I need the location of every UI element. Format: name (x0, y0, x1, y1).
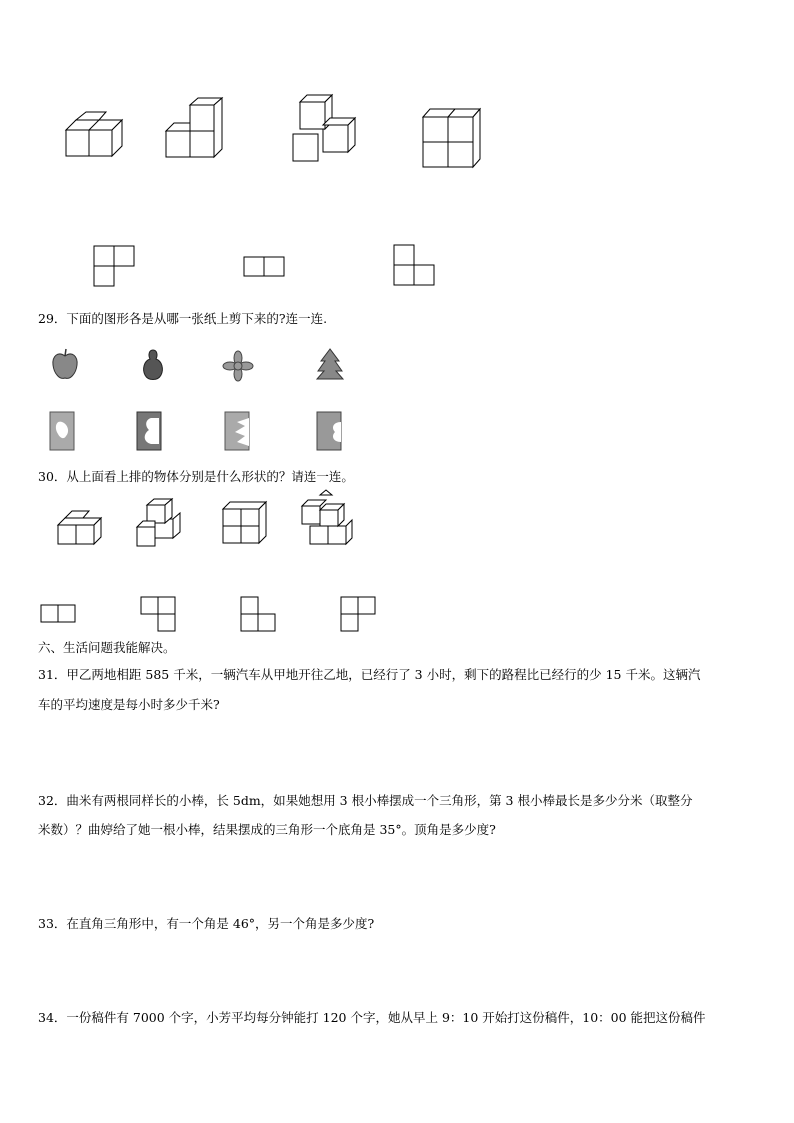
section-6-heading: 六、生活问题我能解决。 (38, 640, 176, 655)
question-34: 34．一份稿件有 7000 个字，小芳平均每分钟能打 120 个字，她从早上 9：10 开始打这份稿件，10：00 能把这份稿件 (38, 1010, 706, 1025)
view-shape-3 (393, 244, 438, 289)
cube-figure-2 (162, 95, 232, 165)
cutout-paper-3 (223, 410, 253, 452)
cube-figure-1 (60, 110, 130, 160)
cube-figure-3 (290, 92, 365, 167)
question-29: 29．下面的图形各是从哪一张纸上剪下来的?连一连. (38, 311, 328, 326)
question-31-line-2: 车的平均速度是每小时多少千米? (38, 697, 220, 712)
view-shape-1 (93, 245, 138, 290)
cube-figure-5 (55, 505, 105, 547)
cube-figure-6 (135, 497, 190, 549)
cutout-paper-2 (135, 410, 165, 452)
view-shape-6 (240, 596, 280, 636)
view-shape-7 (340, 596, 380, 636)
view-shape-2 (243, 256, 288, 281)
view-shape-4 (40, 604, 80, 626)
question-33: 33．在直角三角形中，有一个角是 46°，另一个角是多少度? (38, 916, 375, 931)
question-32-line-1: 32．曲米有两根同样长的小棒，长 5dm，如果她想用 3 根小棒摆成一个三角形，第 3 根小棒最长是多少分米（取整分 (38, 793, 693, 808)
gourd-icon (138, 347, 168, 383)
flower-icon (222, 350, 254, 382)
question-32-line-2: 米数）？曲婷给了她一根小棒，结果摆成的三角形一个底角是 35°。顶角是多少度? (38, 822, 496, 837)
cutout-paper-4 (315, 410, 345, 452)
cube-figure-7 (220, 499, 270, 547)
cube-figure-8 (298, 492, 356, 550)
view-shape-5 (140, 596, 180, 636)
question-31-line-1: 31．甲乙两地相距 585 千米，一辆汽车从甲地开往乙地，已经行了 3 小时，剩下的路程比已经行的少 15 千米。这辆汽 (38, 667, 701, 682)
cutout-paper-1 (48, 410, 78, 452)
apple-icon (50, 347, 80, 381)
question-30: 30．从上面看上排的物体分别是什么形状的？请连一连。 (38, 469, 354, 484)
tree-icon (315, 347, 345, 383)
cube-figure-4 (418, 105, 488, 170)
